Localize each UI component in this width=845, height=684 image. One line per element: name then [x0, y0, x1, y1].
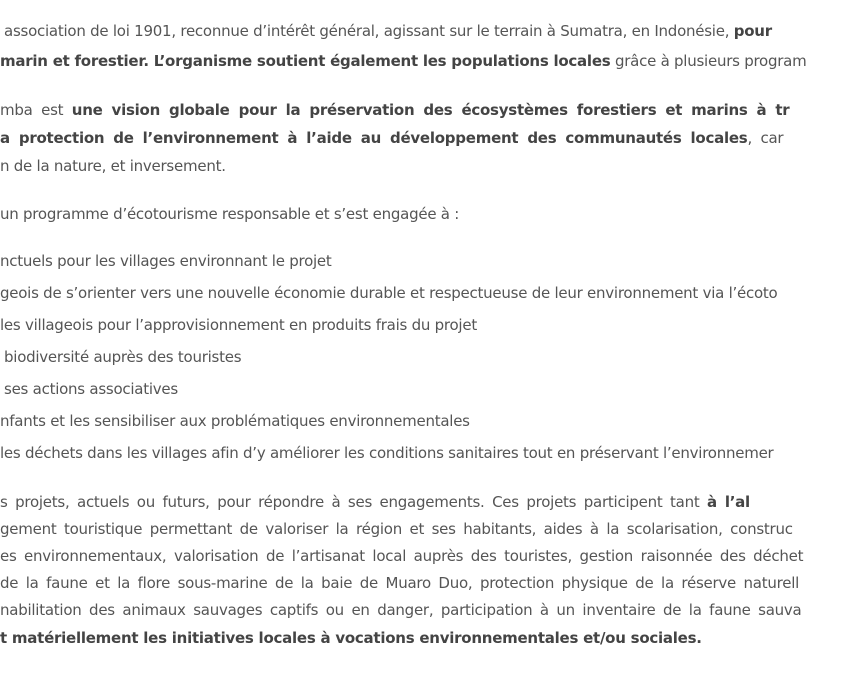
text: de la faune et la flore sous-marine de la baie de Muaro Duo, protection physique de la réserve naturell — [0, 574, 800, 592]
paragraph-2-line-1 — [0, 100, 789, 120]
text: mba est — [0, 101, 72, 119]
paragraph-1-line-1 — [4, 21, 772, 41]
list-item: les villageois pour l’approvisionnement en produits frais du projet — [0, 316, 477, 334]
paragraph-4-line-6 — [0, 628, 702, 648]
list-item: ses actions associatives — [4, 380, 178, 398]
text: association de loi 1901, reconnue d’intérêt général, agissant sur le terrain à Sumatra, en Indonésie, — [4, 22, 734, 40]
paragraph-4-line-4 — [0, 573, 799, 593]
paragraph-3-line-1 — [0, 204, 459, 224]
paragraph-4-line-2 — [0, 519, 793, 539]
list-item: biodiversité auprès des touristes — [4, 348, 242, 366]
text: s projets, actuels ou futurs, pour répondre à ses engagements. Ces projets participent tant — [0, 493, 707, 511]
paragraph-2-line-2 — [0, 128, 783, 148]
paragraph-4-line-5 — [0, 600, 802, 620]
bold-text: t matériellement les initiatives locales à vocations environnementales et/ou sociales. — [0, 629, 702, 647]
list-item: geois de s’orienter vers une nouvelle économie durable et respectueuse de leur environnement via l’écoto — [0, 284, 778, 302]
bold-text: a protection de l’environnement à l’aide au développement des communautés locales — [0, 129, 748, 147]
bold-text: à l’al — [707, 493, 750, 511]
text: , car — [747, 129, 784, 147]
paragraph-4-line-1 — [0, 492, 750, 512]
paragraph-1-line-2 — [0, 51, 806, 71]
bold-text: pour — [733, 22, 772, 40]
paragraph-2-line-3 — [0, 156, 226, 176]
list-item: nfants et les sensibiliser aux problématiques environnementales — [0, 412, 470, 430]
text: gement touristique permettant de valoriser la région et ses habitants, aides à la scolarisation, construc — [0, 520, 793, 538]
bold-text: marin et forestier. L’organisme soutient également les populations locales — [0, 52, 611, 70]
paragraph-4-line-3 — [0, 546, 803, 566]
text: n de la nature, et inversement. — [0, 157, 226, 175]
text: es environnementaux, valorisation de l’artisanat local auprès des touristes, gestion raisonnée des déchet — [0, 547, 804, 565]
text: grâce à plusieurs program — [610, 52, 807, 70]
text: un programme d’écotourisme responsable et s’est engagée à : — [0, 205, 460, 223]
list-item: nctuels pour les villages environnant le projet — [0, 252, 332, 270]
text: nabilitation des animaux sauvages captifs ou en danger, participation à un inventaire de la faune sauva — [0, 601, 802, 619]
bold-text: une vision globale pour la préservation des écosystèmes forestiers et marins à tr — [71, 101, 790, 119]
list-item: les déchets dans les villages afin d’y améliorer les conditions sanitaires tout en préservant l’environnemer — [0, 444, 774, 462]
